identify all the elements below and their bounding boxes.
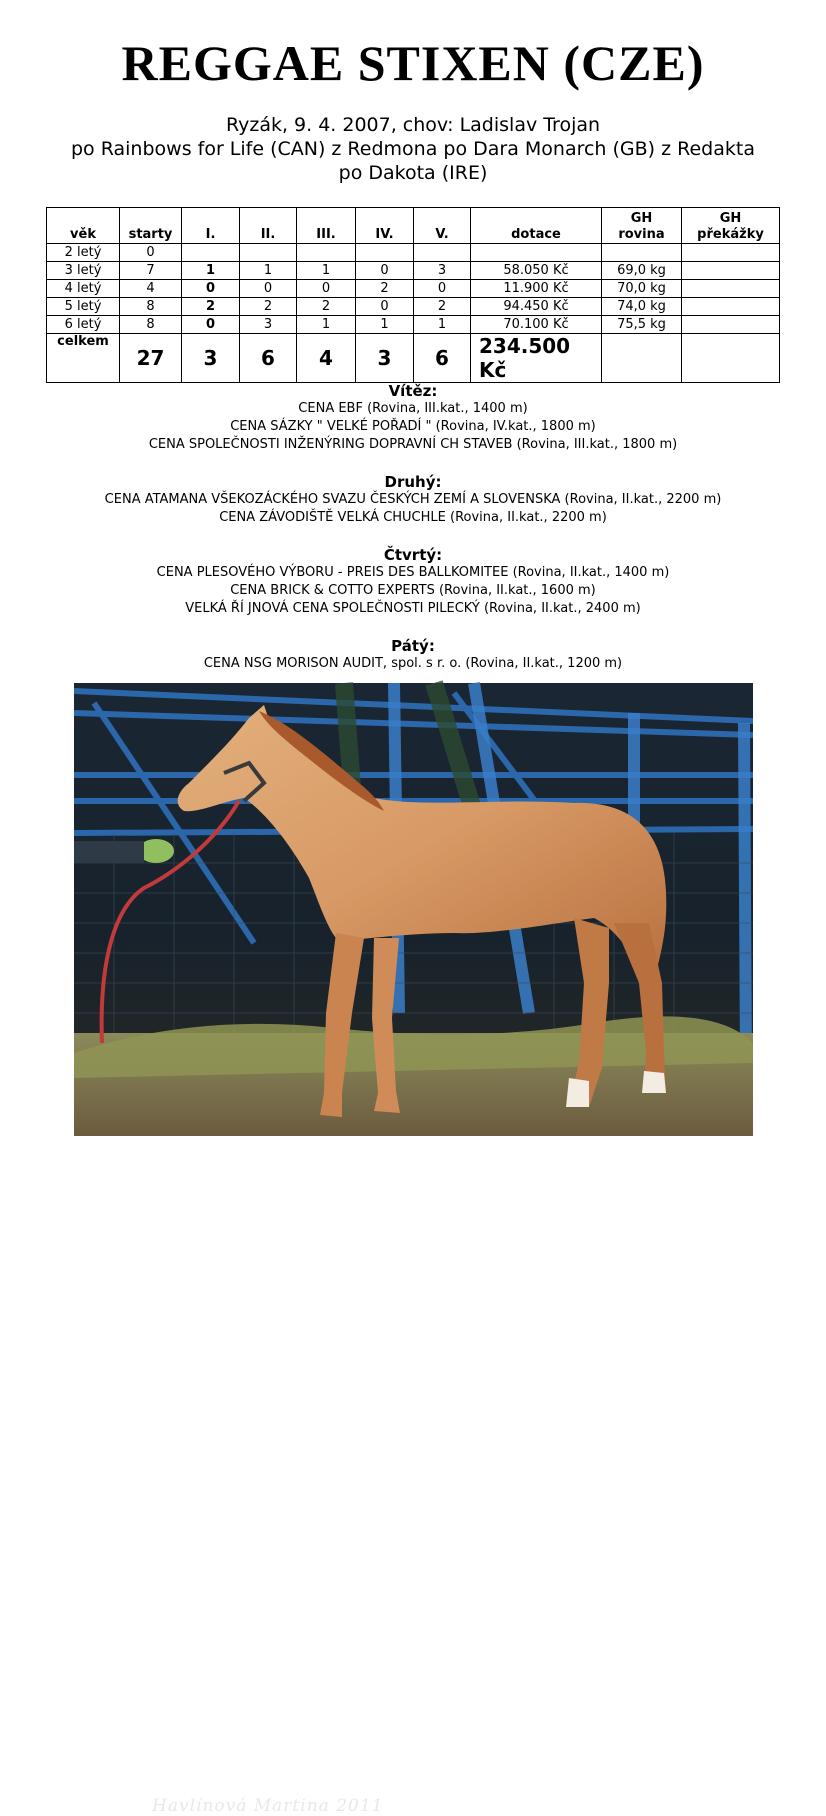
col-header: V. [414,208,471,244]
section-heading: Vítěz: [388,382,438,400]
table-row [47,316,780,334]
table-cell: 8 [120,316,182,334]
photo-credit: Havlínová Martina 2011 [152,1796,384,1816]
table-cell: 74,0 kg [602,298,682,316]
col-header: věk [47,208,120,244]
race-statistics-table [46,207,780,383]
table-cell: 1 [356,316,414,334]
table-cell: celkem [47,334,120,383]
section-heading: Pátý: [391,637,435,655]
table-cell: 2 [414,298,471,316]
pedigree-line-1: po Rainbows for Life (CAN) z Redmona po Dara Monarch (GB) z Redakta [71,138,755,160]
table-cell: 1 [182,262,240,280]
table-cell: 3 [356,334,414,383]
col-header: I. [182,208,240,244]
table-cell [602,244,682,262]
race-entry: CENA SPOLEČNOSTI INŽENÝRING DOPRAVNÍ CH STAVEB (Rovina, III.kat., 1800 m) [148,437,678,452]
table-cell: 1 [240,262,297,280]
table-cell: 8 [120,298,182,316]
col-header: starty [120,208,182,244]
race-entry: CENA BRICK & COTTO EXPERTS (Rovina, II.kat., 1600 m) [230,583,596,598]
race-entry: CENA NSG MORISON AUDIT, spol. s r. o. (Rovina, II.kat., 1200 m) [203,656,623,671]
col-header: IV. [356,208,414,244]
col-header: dotace [471,208,602,244]
table-cell: 3 [414,262,471,280]
table-cell: 3 letý [47,262,120,280]
table-cell: 0 [414,280,471,298]
table-cell: 0 [356,298,414,316]
table-cell [682,280,780,298]
table-cell: 75,5 kg [602,316,682,334]
table-row [47,298,780,316]
table-cell: 2 [182,298,240,316]
table-cell: 0 [182,280,240,298]
table-cell: 2 letý [47,244,120,262]
race-entry: CENA ATAMANA VŠEKOZÁCKÉHO SVAZU ČESKÝCH ZEMÍ A SLOVENSKA (Rovina, II.kat., 2200 m) [104,492,722,507]
table-total-row [47,334,780,383]
table-cell: 1 [297,262,356,280]
table-cell [240,244,297,262]
table-cell: 2 [297,298,356,316]
table-cell [356,244,414,262]
table-cell: 69,0 kg [602,262,682,280]
table-cell [414,244,471,262]
table-cell [471,244,602,262]
section-heading: Druhý: [384,473,442,491]
fifth-places-section [0,637,826,673]
horse-name-title: REGGAE STIXEN (CZE) [121,35,705,91]
table-cell: 70,0 kg [602,280,682,298]
col-header: III. [297,208,356,244]
table-cell: 3 [240,316,297,334]
table-cell: 11.900 Kč [471,280,602,298]
pedigree-line-2: po Dakota (IRE) [338,162,488,184]
table-cell: 4 [297,334,356,383]
table-row [47,280,780,298]
horse-details: Ryzák, 9. 4. 2007, chov: Ladislav Trojan [225,114,601,136]
col-header-text: GH rovina [618,211,665,242]
table-cell: 6 [240,334,297,383]
table-cell: 5 letý [47,298,120,316]
table-row [47,244,780,262]
table-cell: 2 [356,280,414,298]
fourth-places-section [0,546,826,618]
table-row [47,262,780,280]
col-header: II. [240,208,297,244]
table-cell [682,244,780,262]
table-cell [682,262,780,280]
table-cell [182,244,240,262]
table-cell: 0 [297,280,356,298]
table-cell [682,316,780,334]
table-cell: 94.450 Kč [471,298,602,316]
table-cell: 0 [356,262,414,280]
table-cell: 6 letý [47,316,120,334]
table-cell: 0 [240,280,297,298]
table-cell: 58.050 Kč [471,262,602,280]
table-header-row [47,208,780,244]
table-cell: 2 [240,298,297,316]
table-cell: 7 [120,262,182,280]
col-header [602,208,682,244]
table-cell: 4 letý [47,280,120,298]
table-cell: 27 [120,334,182,383]
table-cell: 0 [120,244,182,262]
section-heading: Čtvrtý: [383,546,443,564]
table-cell: 70.100 Kč [471,316,602,334]
table-cell: 6 [414,334,471,383]
table-cell [602,334,682,383]
table-cell [682,298,780,316]
horse-photo-illustration [74,683,753,1136]
race-entry: VELKÁ ŘÍ JNOVÁ CENA SPOLEČNOSTI PILECKÝ (Rovina, II.kat., 2400 m) [185,601,641,616]
col-header [682,208,780,244]
table-body [47,244,780,383]
race-entry: CENA ZÁVODIŠTĚ VELKÁ CHUCHLE (Rovina, II.kat., 2200 m) [219,510,607,525]
table-cell: 4 [120,280,182,298]
table-cell: 3 [182,334,240,383]
table-cell: 234.500 Kč [471,334,602,383]
table-cell: 1 [297,316,356,334]
race-entry: CENA EBF (Rovina, III.kat., 1400 m) [298,401,528,416]
table-cell [682,334,780,383]
race-entry: CENA SÁZKY " VELKÉ POŘADÍ " (Rovina, IV.kat., 1800 m) [230,419,596,434]
table-cell: 1 [414,316,471,334]
second-places-section [0,473,826,527]
wins-section [0,382,826,454]
horse-photo [74,683,753,1816]
col-header-text: GH překážky [697,211,764,242]
table-cell [297,244,356,262]
table-cell: 0 [182,316,240,334]
race-entry: CENA PLESOVÉHO VÝBORU - PREIS DES BALLKOMITEE (Rovina, II.kat., 1400 m) [156,565,670,580]
